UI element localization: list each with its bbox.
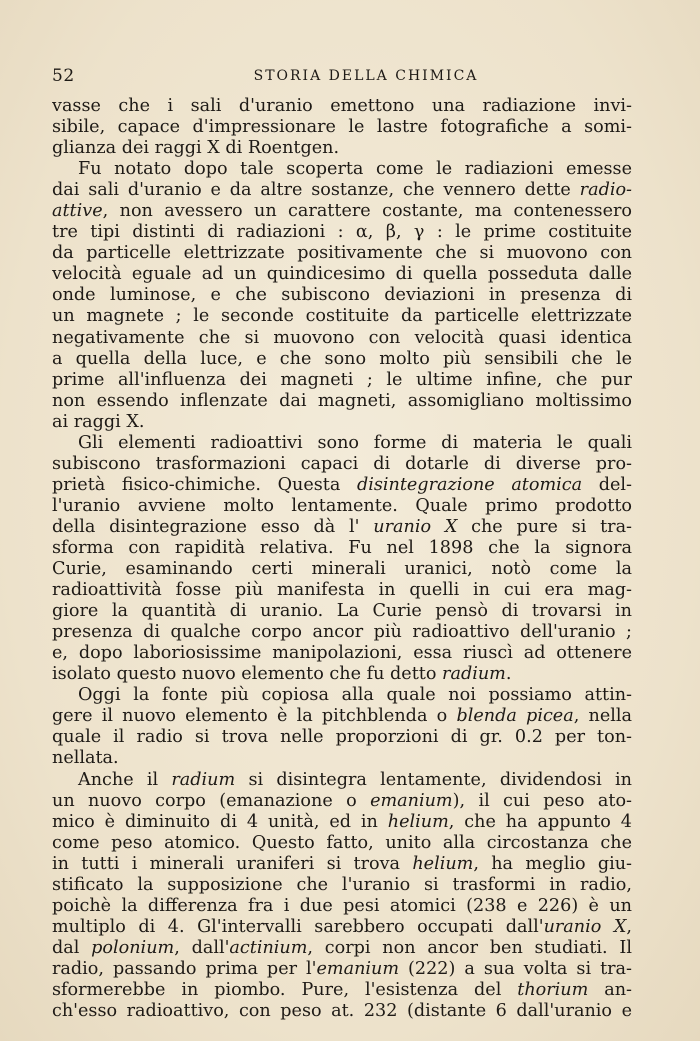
page-header: [52, 66, 640, 90]
text-run: radioattività fosse più manifesta in quelli in cui era mag-: [52, 580, 632, 601]
text-run: poichè la differenza fra i due pesi atomici (238 e 226) è un: [52, 895, 632, 916]
text-run: (222) a sua volta si tra-: [399, 958, 632, 979]
italic-term: helium: [387, 811, 449, 832]
text-run: subiscono trasformazioni capaci di dotarle di diverse pro-: [52, 453, 632, 474]
text-line: [52, 391, 632, 412]
text-line: [52, 285, 632, 306]
text-run: stificato la supposizione che l'uranio si trasformi in radio,: [52, 874, 632, 895]
text-line: [52, 243, 632, 264]
italic-term: radium: [442, 664, 506, 685]
text-run: isolato questo nuovo elemento che fu detto: [52, 664, 443, 685]
text-line: [52, 433, 632, 454]
text-line: [52, 980, 632, 1001]
text-run: dal: [52, 937, 92, 958]
text-run: an-: [588, 979, 632, 1000]
text-run: un magnete ; le seconde costituite da particelle elettrizzate: [52, 306, 632, 327]
text-run: sforma con rapidità relativa. Fu nel 1898 che la signora: [52, 537, 632, 558]
text-run: quale il radio si trova nelle proporzioni di gr. 0.2 per ton-: [52, 727, 632, 748]
text-line: [52, 791, 632, 812]
italic-term: uranio X: [373, 516, 458, 537]
text-line: [52, 328, 632, 349]
text-run: , nella: [573, 706, 632, 727]
text-line: [52, 685, 632, 706]
text-line: [52, 201, 632, 222]
text-run: giore la quantità di uranio. La Curie pensò di trovarsi in: [52, 601, 632, 622]
text-line: [52, 1001, 632, 1022]
text-run: che pure si tra-: [457, 516, 632, 537]
text-run: vasse che i sali d'uranio emettono una radiazione invi-: [52, 96, 632, 116]
italic-term: attive: [52, 201, 103, 222]
running-title: STORIA DELLA CHIMICA: [253, 68, 479, 84]
text-run: da particelle elettrizzate positivamente che si muovono con: [52, 243, 632, 264]
text-line: [52, 833, 632, 854]
text-run: e, dopo laboriosissime manipolazioni, essa riuscì ad ottenere: [52, 643, 632, 664]
text-line: [52, 643, 632, 664]
text-line: [52, 938, 632, 959]
text-line: [52, 875, 632, 896]
text-line: [52, 496, 632, 517]
text-line: [52, 559, 632, 580]
italic-term: radium: [171, 769, 236, 790]
text-line: [52, 454, 632, 475]
text-run: , corpi non ancor ben studiati. Il: [307, 937, 632, 958]
text-line: [52, 349, 632, 370]
italic-term: actinium: [229, 937, 308, 958]
text-run: , che ha appunto 4: [448, 811, 632, 832]
text-run: ), il cui peso ato-: [452, 790, 632, 811]
text-run: non essendo inflenzate dai magneti, assomigliano moltissimo: [52, 390, 632, 411]
italic-term: disintegrazione atomica: [356, 474, 583, 495]
text-line: [52, 138, 632, 159]
text-run: in tutti i minerali uraniferi si trova: [52, 853, 413, 874]
text-run: onde luminose, e che subiscono deviazioni in presenza di: [52, 285, 632, 306]
text-line: [52, 475, 632, 496]
italic-term: radio-: [579, 180, 632, 201]
text-run: , dall': [174, 937, 230, 958]
text-line: [52, 896, 632, 917]
text-run: dai sali d'uranio e da altre sostanze, che vennero dette: [52, 180, 580, 201]
italic-term: thorium: [517, 979, 589, 1000]
text-run: Anche il: [78, 769, 172, 790]
text-line: [52, 412, 632, 433]
text-run: sformerebbe in piombo. Pure, l'esistenza del: [52, 979, 518, 1000]
text-line: [52, 264, 632, 285]
text-line: [52, 159, 632, 180]
text-line: [52, 96, 632, 117]
text-line: [52, 222, 632, 243]
text-line: [52, 706, 632, 727]
text-run: glianza dei raggi X di Roentgen.: [52, 138, 340, 159]
text-line: [52, 748, 632, 769]
text-run: della disintegrazione esso dà l': [52, 516, 374, 537]
text-run: gere il nuovo elemento è la pitchblenda o: [52, 706, 457, 727]
text-run: velocità eguale ad un quindicesimo di quella posseduta dalle: [52, 264, 632, 285]
text-run: multiplo di 4. Gl'intervalli sarebbero occupati dall': [52, 916, 544, 937]
text-line: [52, 601, 632, 622]
text-line: [52, 812, 632, 833]
text-run: come peso atomico. Questo fatto, unito alla circostanza che: [52, 832, 632, 853]
text-line: [52, 664, 632, 685]
italic-term: polonium: [91, 937, 175, 958]
text-run: a quella della luce, e che sono molto più sensibili che le: [52, 348, 632, 369]
text-run: nellata.: [52, 748, 119, 769]
text-run: ch'esso radioattivo, con peso at. 232 (distante 6 dall'uranio e: [52, 1001, 632, 1022]
text-line: [52, 180, 632, 201]
text-line: [52, 517, 632, 538]
italic-term: helium: [412, 853, 474, 874]
text-run: prime all'influenza dei magneti ; le ultime infine, che pur: [52, 369, 632, 390]
text-line: [52, 770, 632, 791]
text-line: [52, 370, 632, 391]
text-line: [52, 727, 632, 748]
italic-term: blenda picea: [456, 706, 574, 727]
text-line: [52, 622, 632, 643]
text-run: .: [505, 664, 512, 685]
text-line: [52, 917, 632, 938]
italic-term: emanium: [316, 958, 400, 979]
text-run: ai raggi X.: [52, 411, 145, 432]
text-run: Gli elementi radioattivi sono forme di materia le quali: [78, 432, 632, 453]
text-run: radio, passando prima per l': [52, 958, 317, 979]
italic-term: uranio X: [543, 916, 627, 937]
italic-term: emanium: [370, 790, 453, 811]
text-run: si disintegra lentamente, dividendosi in: [235, 769, 632, 790]
text-run: , non avessero un carattere costante, ma contenessero: [102, 201, 632, 222]
text-run: ,: [626, 916, 632, 937]
text-run: negativamente che si muovono con velocità quasi identica: [52, 327, 632, 348]
text-line: [52, 538, 632, 559]
text-line: [52, 117, 632, 138]
page-number: 52: [52, 66, 75, 86]
text-run: sibile, capace d'impressionare le lastre fotografiche a somi-: [52, 117, 632, 138]
text-run: Fu notato dopo tale scoperta come le radiazioni emesse: [78, 159, 632, 180]
text-run: presenza di qualche corpo ancor più radioattivo dell'uranio ;: [52, 622, 632, 643]
text-line: [52, 580, 632, 601]
text-run: del-: [582, 474, 632, 495]
body-text: [52, 96, 632, 1022]
text-run: un nuovo corpo (emanazione o: [52, 790, 371, 811]
text-run: mico è diminuito di 4 unità, ed in: [52, 811, 388, 832]
text-line: [52, 306, 632, 327]
text-line: [52, 959, 632, 980]
text-run: prietà fisico-chimiche. Questa: [52, 474, 357, 495]
text-run: , ha meglio giu-: [473, 853, 632, 874]
text-run: Oggi la fonte più copiosa alla quale noi possiamo attin-: [78, 685, 632, 706]
text-run: Curie, esaminando certi minerali uranici, notò come la: [52, 559, 632, 580]
text-run: tre tipi distinti di radiazioni : α, β, γ : le prime costituite: [52, 222, 632, 243]
text-run: l'uranio avviene molto lentamente. Quale primo prodotto: [52, 495, 632, 516]
text-line: [52, 854, 632, 875]
